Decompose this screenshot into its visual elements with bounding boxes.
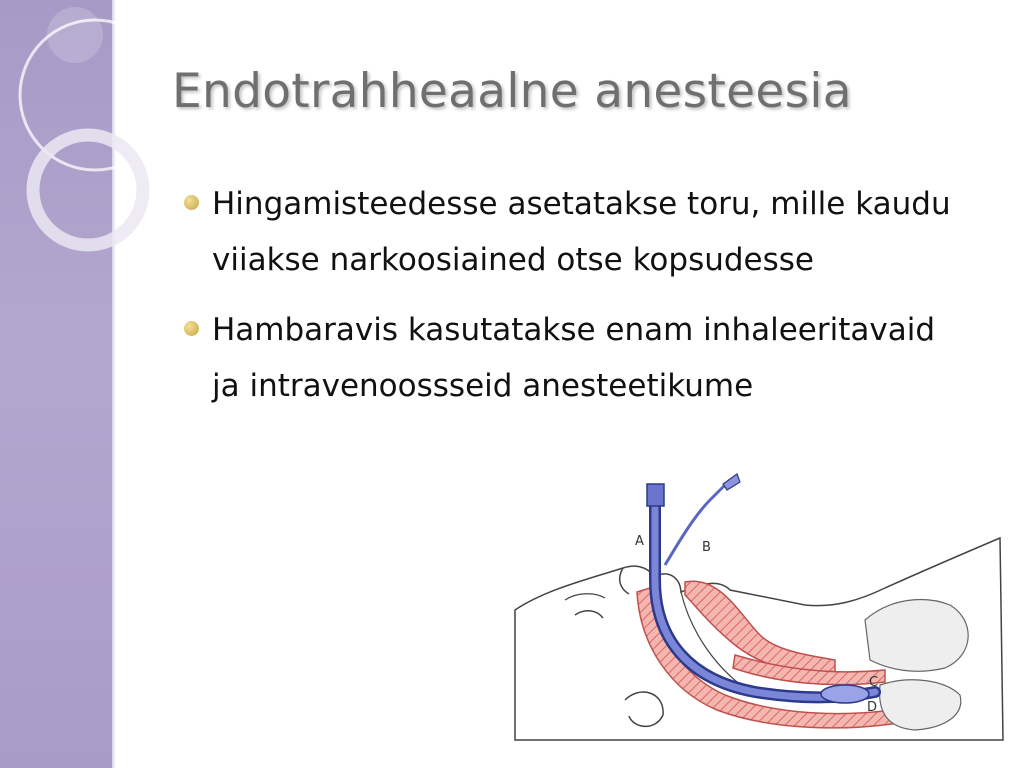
pilot-balloon xyxy=(723,474,740,490)
slide-title: Endotrahheaalne anesteesia xyxy=(172,64,852,119)
tube-cuff xyxy=(821,685,869,703)
label-b: B xyxy=(702,540,711,555)
label-a: A xyxy=(635,534,644,549)
endotracheal-intubation-illustration xyxy=(505,470,1015,750)
intubation-drawing xyxy=(505,470,1015,750)
lung-upper xyxy=(865,600,968,672)
decorative-rings xyxy=(0,0,170,300)
bullet-list xyxy=(184,176,964,428)
bullet-icon xyxy=(184,195,199,210)
tube-connector xyxy=(647,484,664,506)
bullet-text: Hambaravis kasutatakse enam inhaleeritavaid ja intravenoossseid anesteetikume xyxy=(212,312,935,404)
pilot-balloon-line xyxy=(665,480,730,565)
bullet-item xyxy=(184,176,964,288)
label-c: C xyxy=(869,675,879,690)
bullet-icon xyxy=(184,321,199,336)
bullet-item xyxy=(184,302,964,414)
bullet-text: Hingamisteedesse asetatakse toru, mille kaudu viiakse narkoosiained otse kopsudesse xyxy=(212,186,951,278)
label-d: D xyxy=(867,700,878,715)
